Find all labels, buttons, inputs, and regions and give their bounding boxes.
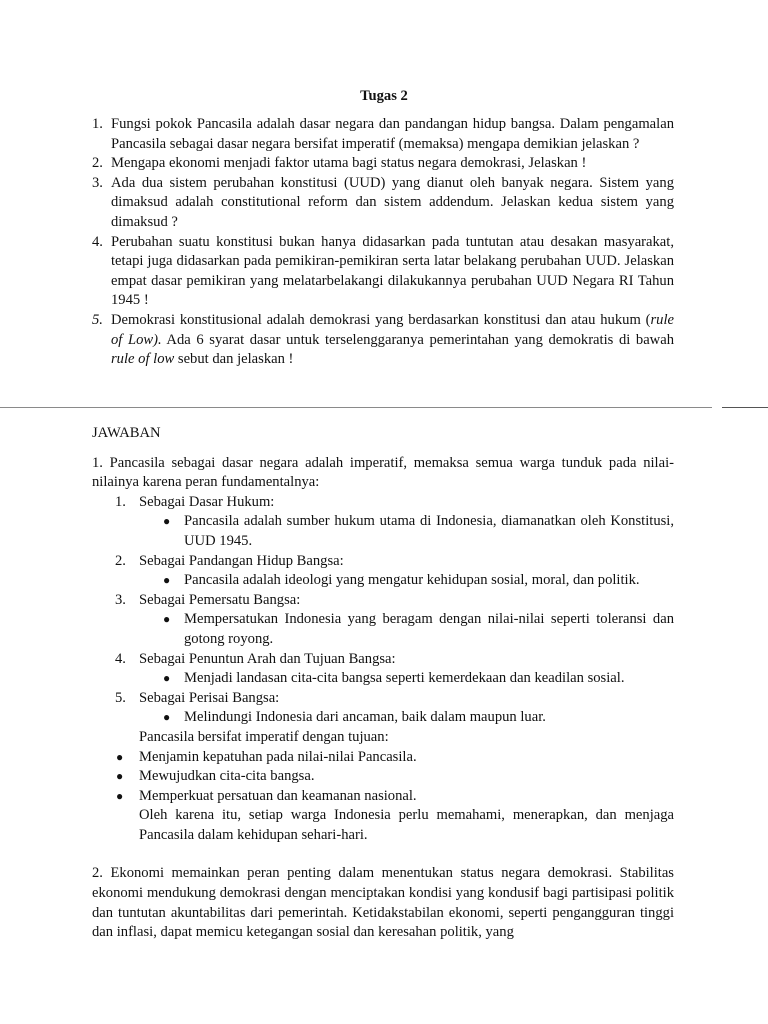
answer-1-intro: 1. Pancasila sebagai dasar negara adalah imperatif, memaksa semua warga tunduk pada nilai-nilainya karena peran fundamentalnya: xyxy=(92,454,674,491)
bullet-dot-icon: ● xyxy=(116,769,124,784)
bullet-dot-icon: ● xyxy=(163,514,171,529)
bullet-dot-icon: ● xyxy=(116,749,124,764)
role-number: 2. xyxy=(115,552,126,569)
question-number: 4. xyxy=(92,233,103,250)
question-item xyxy=(92,174,674,233)
answer-heading: JAWABAN xyxy=(92,425,161,441)
role-bullets xyxy=(139,669,674,689)
purpose-intro: Pancasila bersifat imperatif dengan tujuan: xyxy=(139,728,389,745)
role-label: Sebagai Dasar Hukum: xyxy=(139,493,275,510)
paragraph-gap xyxy=(92,845,674,864)
purpose-item xyxy=(92,748,674,768)
role-bullet-text: Pancasila adalah sumber hukum utama di Indonesia, diamanatkan oleh Konstitusi, UUD 1945. xyxy=(184,513,674,549)
role-bullet-item xyxy=(139,669,674,689)
role-number: 3. xyxy=(115,591,126,608)
purpose-list xyxy=(92,748,674,807)
role-bullets xyxy=(139,610,674,649)
bullet-dot-icon: ● xyxy=(163,573,171,588)
question-number: 3. xyxy=(92,174,103,191)
bullet-dot-icon: ● xyxy=(163,612,171,627)
question-text: Fungsi pokok Pancasila adalah dasar negara dan pandangan hidup bangsa. Dalam pengamalan Pancasila sebagai dasar negara bersifat imperatif (memaksa) mengapa demikian jelaskan ? xyxy=(111,116,674,152)
role-bullets xyxy=(139,512,674,551)
answer-2-paragraph: 2. Ekonomi memainkan peran penting dalam menentukan status negara demokrasi. Stabilitas ekonomi mendukung demokrasi dengan menciptakan kondisi yang kondusif bagi partisipasi politik dan tuntutan akuntabilitas dari pemerintah. Ketidakstabilan ekonomi, seperti pengangguran tinggi dan inflasi, dapat memicu ketegangan sosial dan keresahan politik, yang xyxy=(92,865,674,941)
page-divider xyxy=(0,407,712,408)
question-number: 2. xyxy=(92,155,103,172)
answer-1-closing: Oleh karena itu, setiap warga Indonesia perlu memahami, menerapkan, dan menjaga Pancasila dalam kehidupan sehari-hari. xyxy=(139,807,674,843)
role-bullet-item xyxy=(139,571,674,591)
question-text: Perubahan suatu konstitusi bukan hanya didasarkan pada tuntutan atau desakan masyarakat, tetapi juga didasarkan pada pemikiran-pemikiran serta latar belakang perubahan UUD. Jelaskan empat dasar pemikiran yang melatarbelakangi dilakukannya perubahan UUD Negara RI Tahun 1945 ! xyxy=(111,233,674,309)
question-text: sebut dan jelaskan ! xyxy=(174,351,294,368)
question-number: 5. xyxy=(92,311,103,328)
question-item xyxy=(92,233,674,311)
role-item xyxy=(92,552,674,591)
role-item xyxy=(92,689,674,728)
role-number: 4. xyxy=(115,650,126,667)
purpose-item xyxy=(92,767,674,787)
purpose-text: Menjamin kepatuhan pada nilai-nilai Pancasila. xyxy=(139,748,417,765)
role-item xyxy=(92,650,674,689)
role-label: Sebagai Perisai Bangsa: xyxy=(139,689,280,706)
purpose-text: Mewujudkan cita-cita bangsa. xyxy=(139,768,315,785)
question-item xyxy=(92,311,674,370)
role-bullet-text: Pancasila adalah ideologi yang mengatur kehidupan sosial, moral, dan politik. xyxy=(184,572,640,589)
purpose-item xyxy=(92,787,674,807)
role-label: Sebagai Penuntun Arah dan Tujuan Bangsa: xyxy=(139,650,396,667)
question-text-italic: rule of Low). xyxy=(111,311,674,348)
bullet-dot-icon: ● xyxy=(163,710,171,725)
role-bullet-text: Melindungi Indonesia dari ancaman, baik dalam maupun luar. xyxy=(184,709,546,726)
role-bullets xyxy=(139,708,674,728)
role-bullet-text: Mempersatukan Indonesia yang beragam dengan nilai-nilai seperti toleransi dan gotong royong. xyxy=(184,611,674,647)
page-divider-right xyxy=(722,407,768,408)
question-text: Demokrasi konstitusional adalah demokrasi yang berdasarkan konstitusi dan atau hukum ( xyxy=(111,311,651,328)
bullet-dot-icon: ● xyxy=(116,788,124,803)
purpose-text: Memperkuat persatuan dan keamanan nasional. xyxy=(139,787,417,804)
answer-section xyxy=(92,424,674,943)
question-text: Ada 6 syarat dasar untuk terselenggaranya pemerintahan yang demokratis di bawah xyxy=(161,331,674,348)
role-bullet-item xyxy=(139,708,674,728)
role-label: Sebagai Pandangan Hidup Bangsa: xyxy=(139,552,344,569)
question-text: Ada dua sistem perubahan konstitusi (UUD) yang dianut oleh banyak negara. Sistem yang dimaksud adalah constitutional reform dan sistem addendum. Jelaskan kedua sistem yang dimaksud ? xyxy=(111,174,674,230)
bullet-dot-icon: ● xyxy=(163,671,171,686)
role-bullet-item xyxy=(139,512,674,551)
role-item xyxy=(92,591,674,650)
role-number: 1. xyxy=(115,493,126,510)
role-item xyxy=(92,493,674,552)
question-item xyxy=(92,115,674,154)
role-bullet-text: Menjadi landasan cita-cita bangsa seperti kemerdekaan dan keadilan sosial. xyxy=(184,670,625,687)
document-title: Tugas 2 xyxy=(360,88,408,104)
question-list xyxy=(92,115,674,370)
question-number: 1. xyxy=(92,116,103,132)
role-label: Sebagai Pemersatu Bangsa: xyxy=(139,591,301,608)
role-number: 5. xyxy=(115,689,126,706)
question-text-italic: rule of low xyxy=(111,351,175,368)
role-bullets xyxy=(139,571,674,591)
question-item xyxy=(92,154,674,174)
role-bullet-item xyxy=(139,610,674,649)
question-text: Mengapa ekonomi menjadi faktor utama bagi status negara demokrasi, Jelaskan ! xyxy=(111,155,587,172)
answer-1-roles xyxy=(92,493,674,728)
